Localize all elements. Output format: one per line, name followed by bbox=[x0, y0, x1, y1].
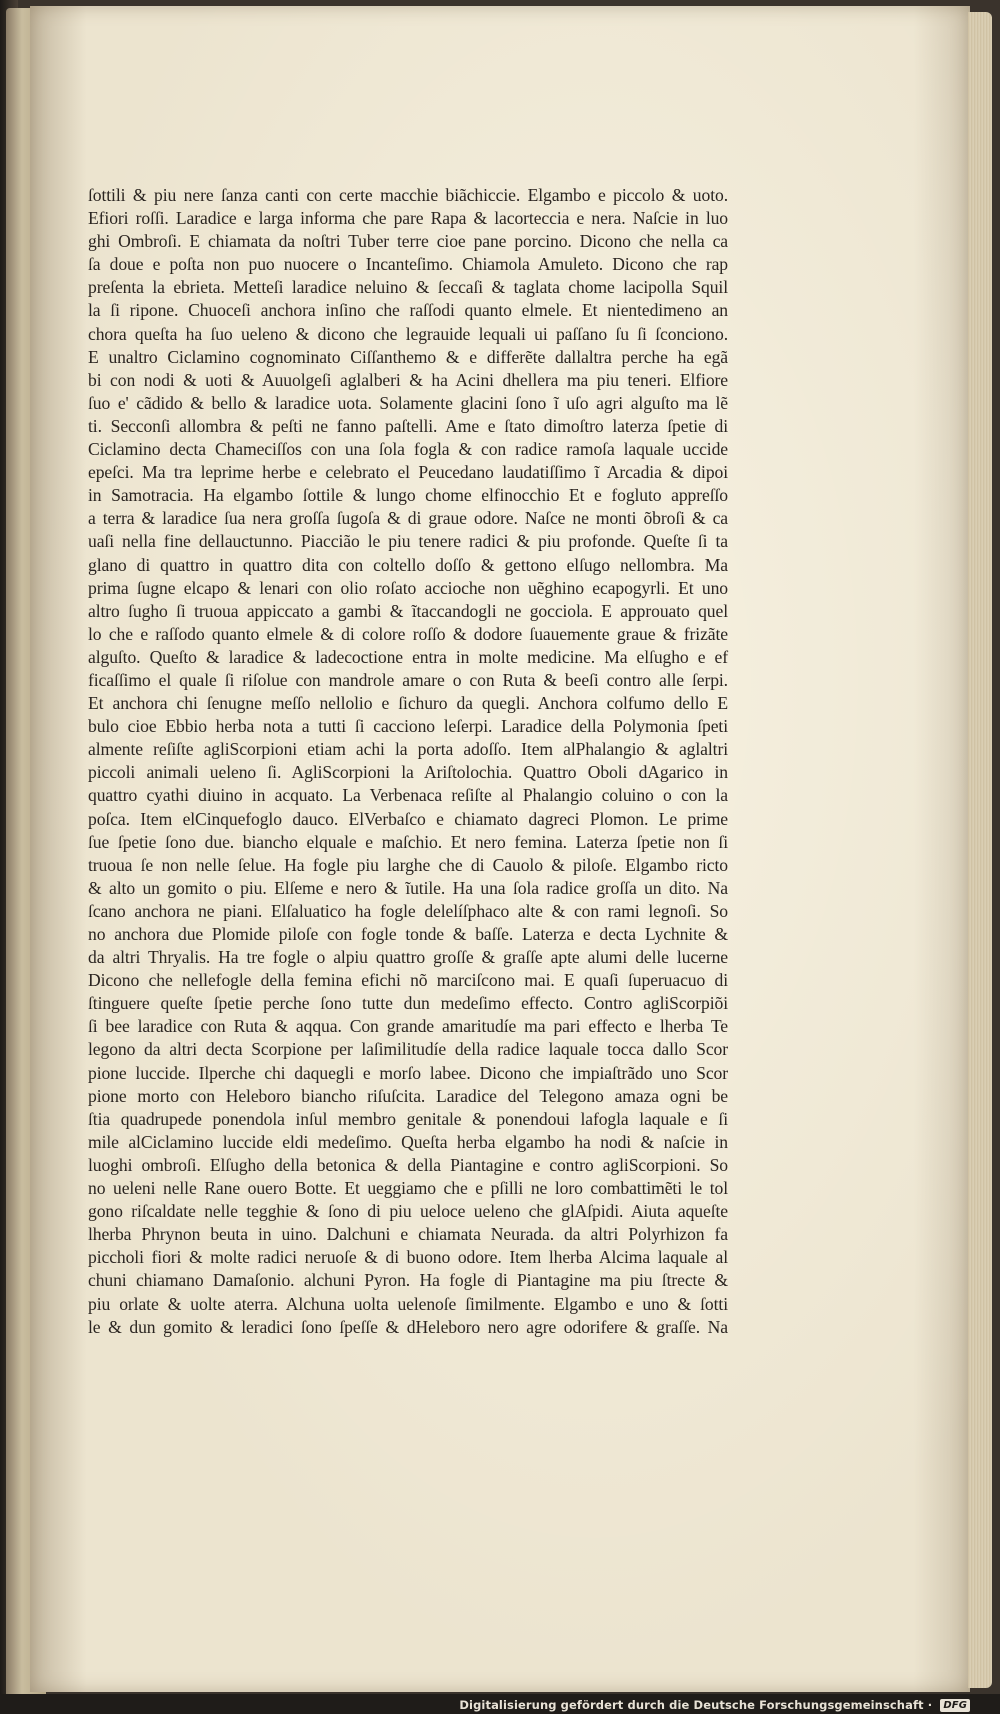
text-line: piccholi fiori & molte radici neruoſe & di buono odore. Item lherba Alcima laquale al bbox=[88, 1247, 728, 1268]
funding-credit: Digitalisierung gefördert durch die Deutsche Forschungsgemeinschaft · DFG bbox=[459, 1698, 970, 1712]
text-line: ſuo e' cãdido & bello & laradice uota. Solamente glacini ſono ĩ uſo agri alguſto ma lẽ bbox=[88, 392, 728, 413]
footer-bar bbox=[0, 1694, 1000, 1714]
text-line: ſcano anchora ne piani. Elſaluatico ha fogle delelíſphaco alte & con rami legnoſi. So bbox=[88, 900, 728, 921]
text-line: truoua ſe non nelle ſelue. Ha fogle piu larghe che di Cauolo & piloſe. Elgambo ricto bbox=[88, 854, 728, 875]
text-line: bulo cioe Ebbio herba nota a tutti ſi cacciono leſerpi. Laradice della Polymonia ſpeti bbox=[88, 716, 728, 737]
text-line: poſca. Item elCinquefoglo dauco. ElVerbaſco e chiamato dagreci Plomon. Le prime bbox=[88, 808, 728, 829]
text-line: gono riſcaldate nelle tegghie & ſono di piu ueloce ueleno che glAſpidi. Aiuta aqueſte bbox=[88, 1201, 728, 1222]
text-line: altro ſugho ſi truoua appiccato a gambi & ĩtaccandogli ne gocciola. E approuato quel bbox=[88, 600, 728, 621]
text-line: chora queſta ha ſuo ueleno & dicono che legrauide lequali ui paſſano ſu ſi ſconciono. bbox=[88, 323, 728, 344]
text-line: glano di quattro in quattro dita con coltello doſſo & gettono elſugo nellombra. Ma bbox=[88, 554, 728, 575]
text-line: & alto un gomito o piu. Elſeme e nero & ĩutile. Ha una ſola radice groſſa un dito. Na bbox=[88, 877, 728, 898]
text-line: mile alCiclamino luccide eldi medeſimo. Queſta herba elgambo ha nodi & naſcie in bbox=[88, 1131, 728, 1152]
text-line: bi con nodi & uoti & Auuolgeſi aglalberi & ha Acini dhellera ma piu teneri. Elfiore bbox=[88, 369, 728, 390]
body-text bbox=[88, 184, 728, 1339]
text-line: ſottili & piu nere ſanza canti con certe macchie biãchiccie. Elgambo e piccolo & uoto. bbox=[88, 185, 728, 205]
text-line: ficaſſimo el quale ſi riſolue con mandrole amare o con Ruta & beeſi contro alle ſerpi. bbox=[88, 669, 728, 690]
text-line: chuni chiamano Damaſonio. alchuni Pyron. Ha fogle di Piantagine ma piu ſtrecte & bbox=[88, 1270, 728, 1291]
text-line: epeſci. Ma tra leprime herbe e celebrato el Peucedano laudatiſſimo ĩ Arcadia & dipoi bbox=[88, 462, 728, 483]
text-line: pione morto con Heleboro biancho riſuſcita. Laradice del Telegono amaza ogni be bbox=[88, 1085, 728, 1106]
text-line: ſtinguere queſte ſpetie perche ſono tutte dun medeſimo effecto. Contro agliScorpiõi bbox=[88, 993, 728, 1014]
text-line: alguſto. Queſto & laradice & ladecoctione entra in molte medicine. Ma elſugho e ef bbox=[88, 646, 728, 667]
text-line: ſi bee laradice con Ruta & aqqua. Con grande amaritudíe ma pari effecto e lherba Te bbox=[88, 1016, 728, 1037]
text-line: Efiori roſſi. Laradice e larga informa che pare Rapa & lacorteccia e nera. Naſcie in luo bbox=[88, 208, 728, 229]
text-line: lo che e raſſodo quanto elmele & di colore roſſo & dodore ſuauemente graue & frizãte bbox=[88, 623, 728, 644]
text-line: le & dun gomito & leradici ſono ſpeſſe & dHeleboro nero agre odorifere & graſſe. Na bbox=[88, 1316, 728, 1337]
text-line: lherba Phrynon beuta in uino. Dalchuni e chiamata Neurada. da altri Polyrhizon fa bbox=[88, 1224, 728, 1245]
text-line: ſtia quadrupede ponendola inſul membro genitale & ponendoui lafogla laquale e ſi bbox=[88, 1108, 728, 1129]
text-line: pione luccide. Ilperche chi daquegli e morſo labee. Dicono che impiaſtrãdo uno Scor bbox=[88, 1062, 728, 1083]
text-line: no ueleni nelle Rane ouero Botte. Et ueggiamo che e pſilli ne loro combattimẽti le tol bbox=[88, 1178, 728, 1199]
funding-credit-text: Digitalisierung gefördert durch die Deutsche Forschungsgemeinschaft bbox=[459, 1698, 924, 1712]
text-line: prima ſugne elcapo & lenari con olio roſato accioche non uẽghino ecapogyrli. Et uno bbox=[88, 577, 728, 598]
text-line: legono da altri decta Scorpione per laſimilitudíe della radice laquale tocca dallo Scor bbox=[88, 1039, 728, 1060]
page-fore-edge bbox=[968, 12, 992, 1688]
text-line: piu orlate & uolte aterra. Alchuna uolta uelenoſe ſimilmente. Elgambo e uno & ſotti bbox=[88, 1293, 728, 1314]
text-line: quattro cyathi diuino in acquato. La Verbenaca reſiſte al Phalangio coluino o con la bbox=[88, 785, 728, 806]
text-line: a terra & laradice ſua nera groſſa ſugoſa & di graue odore. Naſce ne monti õbroſi & ca bbox=[88, 508, 728, 529]
text-line: Ciclamino decta Chameciſſos con una ſola fogla & con radice ramoſa laquale uccide bbox=[88, 439, 728, 460]
text-line: preſenta la ebrieta. Metteſi laradice neluino & ſeccaſi & taglata chome lacipolla Squil bbox=[88, 277, 728, 298]
text-line: ghi Ombroſi. E chiamata da noſtri Tuber terre cioe pane porcino. Dicono che nella ca bbox=[88, 231, 728, 252]
text-line: uaſi nella fine dellauctunno. Piaccião le piu tenere radici & piu profonde. Queſte ſi ta bbox=[88, 531, 728, 552]
text-line: ſa doue e poſta non puo nuocere o Incanteſimo. Chiamola Amuleto. Dicono che rap bbox=[88, 254, 728, 275]
text-line: ſue ſpetie ſono due. biancho elquale e maſchio. Et nero femina. Laterza ſpetie non ſi bbox=[88, 831, 728, 852]
text-line: E unaltro Ciclamino cognominato Ciſſanthemo & e differẽte dallaltra perche ha egã bbox=[88, 346, 728, 367]
dfg-logo: DFG bbox=[940, 1699, 970, 1712]
text-line: no anchora due Plomide piloſe con fogle tonde & baſſe. Laterza e decta Lychnite & bbox=[88, 924, 728, 944]
text-line: Dicono che nellefogle della femina efichi nõ marciſcono mai. E quaſi ſuperuacuo di bbox=[88, 970, 728, 991]
text-line: ti. Secconſi allombra & peſti ne fanno paſtelli. Ame e ſtato dimoſtro laterza ſpetie di bbox=[88, 415, 728, 436]
text-line: luoghi ombroſi. Elſugho della betonica & della Piantagine e contro agliScorpioni. So bbox=[88, 1154, 728, 1175]
text-line: da altri Thryalis. Ha tre fogle o alpiu quattro groſſe & graſſe apte alumi delle lucerne bbox=[88, 947, 728, 968]
text-line: in Samotracia. Ha elgambo ſottile & lungo chome elfinocchio Et e fogluto appreſſo bbox=[88, 485, 728, 506]
text-line: piccoli animali ueleno ſi. AgliScorpioni la Ariſtolochia. Quattro Oboli dAgarico in bbox=[88, 762, 728, 783]
text-line: Et anchora chi ſenugne meſſo nellolio e ſichuro da quegli. Anchora colfumo dello E bbox=[88, 693, 728, 714]
text-line: almente reſiſte agliScorpioni etiam achi la porta adoſſo. Item alPhalangio & aglaltri bbox=[88, 739, 728, 760]
text-line: la ſi ripone. Chuoceſi anchora inſino che raſſodi quanto elmele. Et nientedimeno an bbox=[88, 300, 728, 321]
